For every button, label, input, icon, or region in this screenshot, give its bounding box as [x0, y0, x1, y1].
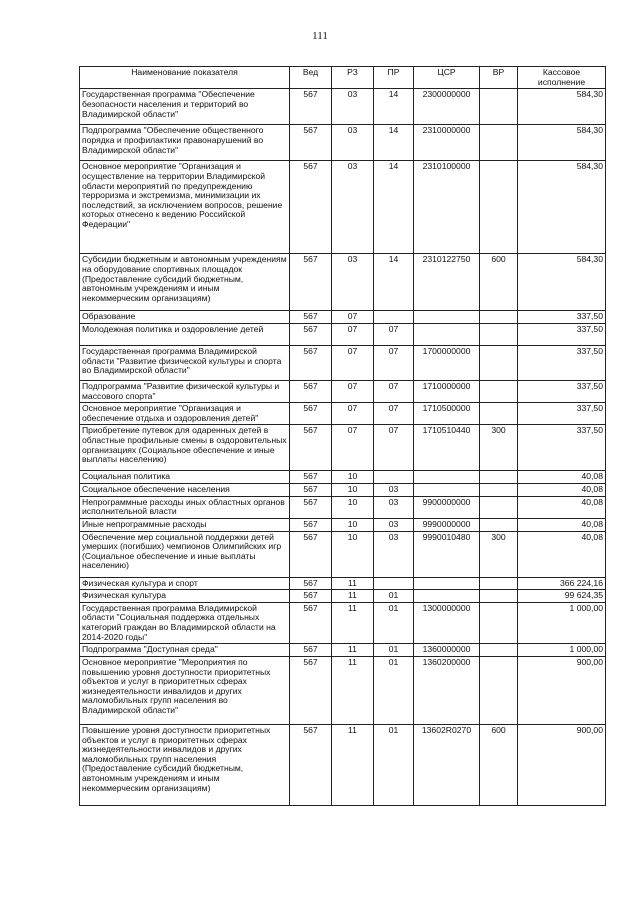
table-row — [80, 644, 606, 657]
row-vr — [480, 518, 518, 531]
row-ved: 567 — [290, 496, 332, 518]
row-rz: 03 — [332, 89, 374, 125]
row-name: Основное мероприятие "Организация и осуществление на территории Владимирской области мероприятий по предупреждению терроризма и экстремизма, минимизации их последствий, за исключением вопросов, решение которых отнесено к ведению Российской Федерации" — [80, 161, 290, 254]
row-rz: 07 — [332, 345, 374, 380]
row-ved: 567 — [290, 425, 332, 471]
row-pr — [374, 311, 414, 324]
row-name: Подпрограмма "Доступная среда" — [80, 644, 290, 657]
row-vr — [480, 471, 518, 484]
row-vr — [480, 403, 518, 425]
row-pr: 14 — [374, 254, 414, 311]
row-ved: 567 — [290, 254, 332, 311]
header-indicator-name: Наименование показателя — [80, 67, 290, 89]
row-amount: 584,30 — [518, 254, 606, 311]
table-row — [80, 323, 606, 345]
row-pr: 07 — [374, 380, 414, 402]
row-pr: 01 — [374, 602, 414, 644]
row-csr: 1710000000 — [414, 380, 480, 402]
table-row — [80, 577, 606, 590]
row-amount: 900,00 — [518, 724, 606, 805]
row-ved: 567 — [290, 656, 332, 724]
table-row — [80, 518, 606, 531]
row-ved: 567 — [290, 577, 332, 590]
row-rz: 11 — [332, 656, 374, 724]
row-name: Государственная программа "Обеспечение безопасности населения и территорий во Владимирской области" — [80, 89, 290, 125]
row-name: Непрограммные расходы иных областных органов исполнительной власти — [80, 496, 290, 518]
row-rz: 10 — [332, 531, 374, 577]
row-pr: 01 — [374, 590, 414, 603]
row-name: Государственная программа Владимирской области "Развитие физической культуры и спорта во Владимирской области" — [80, 345, 290, 380]
row-ved: 567 — [290, 323, 332, 345]
table-row — [80, 254, 606, 311]
row-vr — [480, 590, 518, 603]
table-row — [80, 380, 606, 402]
row-name: Приобретение путевок для одаренных детей в областные профильные смены в оздоровительных организациях (Социальное обеспечение и иные выплаты населению) — [80, 425, 290, 471]
row-amount: 40,08 — [518, 531, 606, 577]
row-name: Субсидии бюджетным и автономным учреждениям на оборудование спортивных площадок (Предоставление субсидий бюджетным, автономным учреждениям и иным некоммерческим организациям) — [80, 254, 290, 311]
row-ved: 567 — [290, 89, 332, 125]
row-ved: 567 — [290, 403, 332, 425]
row-ved: 567 — [290, 311, 332, 324]
row-amount: 337,50 — [518, 425, 606, 471]
header-pr: ПР — [374, 67, 414, 89]
row-csr: 2300000000 — [414, 89, 480, 125]
table-row — [80, 656, 606, 724]
row-ved: 567 — [290, 531, 332, 577]
row-rz: 03 — [332, 161, 374, 254]
row-csr: 1360000000 — [414, 644, 480, 657]
row-rz: 10 — [332, 471, 374, 484]
row-amount: 99 624,35 — [518, 590, 606, 603]
row-amount: 900,00 — [518, 656, 606, 724]
row-pr: 01 — [374, 656, 414, 724]
row-rz: 03 — [332, 125, 374, 161]
row-vr — [480, 380, 518, 402]
row-csr: 9990010480 — [414, 531, 480, 577]
row-pr: 03 — [374, 531, 414, 577]
row-vr — [480, 577, 518, 590]
row-amount: 584,30 — [518, 125, 606, 161]
table-row — [80, 602, 606, 644]
table-row — [80, 311, 606, 324]
row-name: Образование — [80, 311, 290, 324]
header-csr: ЦСР — [414, 67, 480, 89]
row-name: Иные непрограммные расходы — [80, 518, 290, 531]
row-csr: 1700000000 — [414, 345, 480, 380]
row-vr: 600 — [480, 254, 518, 311]
row-csr: 1360200000 — [414, 656, 480, 724]
row-pr — [374, 471, 414, 484]
table-row — [80, 89, 606, 125]
row-name: Социальная политика — [80, 471, 290, 484]
row-vr — [480, 125, 518, 161]
row-csr: 1710500000 — [414, 403, 480, 425]
row-vr: 300 — [480, 425, 518, 471]
row-vr — [480, 345, 518, 380]
table-row — [80, 161, 606, 254]
row-ved: 567 — [290, 125, 332, 161]
row-name: Молодежная политика и оздоровление детей — [80, 323, 290, 345]
row-name: Повышение уровня доступности приоритетных объектов и услуг в приоритетных сферах жизнедеятельности инвалидов и других маломобильных групп населения (Предоставление субсидий бюджетным, автономным учреждениям и иным некоммерческим организациям) — [80, 724, 290, 805]
row-pr: 03 — [374, 484, 414, 497]
row-vr: 300 — [480, 531, 518, 577]
row-csr: 2310122750 — [414, 254, 480, 311]
row-csr: 1710510440 — [414, 425, 480, 471]
row-pr: 14 — [374, 125, 414, 161]
row-ved: 567 — [290, 345, 332, 380]
table-row — [80, 496, 606, 518]
row-vr — [480, 311, 518, 324]
table-row — [80, 403, 606, 425]
page-number: 111 — [312, 30, 328, 42]
row-ved: 567 — [290, 380, 332, 402]
row-name: Подпрограмма "Обеспечение общественного порядка и профилактики правонарушений во Владимирской области" — [80, 125, 290, 161]
row-vr — [480, 161, 518, 254]
row-csr: 9990000000 — [414, 518, 480, 531]
row-vr — [480, 496, 518, 518]
row-amount: 584,30 — [518, 89, 606, 125]
row-csr: 9900000000 — [414, 496, 480, 518]
row-pr — [374, 577, 414, 590]
table-row — [80, 590, 606, 603]
row-vr — [480, 644, 518, 657]
row-name: Основное мероприятие "Мероприятия по повышению уровня доступности приоритетных объектов и услуг в приоритетных сферах жизнедеятельности инвалидов и других маломобильных групп населения во Владимирской области" — [80, 656, 290, 724]
header-rz: РЗ — [332, 67, 374, 89]
row-csr — [414, 311, 480, 324]
row-ved: 567 — [290, 518, 332, 531]
budget-execution-table — [79, 66, 606, 806]
row-name: Подпрограмма "Развитие физической культуры и массового спорта" — [80, 380, 290, 402]
row-amount: 40,08 — [518, 471, 606, 484]
row-rz: 03 — [332, 254, 374, 311]
row-rz: 11 — [332, 644, 374, 657]
row-csr — [414, 471, 480, 484]
row-rz: 10 — [332, 496, 374, 518]
row-amount: 337,50 — [518, 403, 606, 425]
row-amount: 337,50 — [518, 380, 606, 402]
row-csr — [414, 484, 480, 497]
row-name: Физическая культура — [80, 590, 290, 603]
row-pr: 14 — [374, 89, 414, 125]
row-rz: 11 — [332, 724, 374, 805]
row-amount: 584,30 — [518, 161, 606, 254]
table-row — [80, 125, 606, 161]
row-rz: 07 — [332, 403, 374, 425]
row-ved: 567 — [290, 590, 332, 603]
row-vr — [480, 484, 518, 497]
row-pr: 07 — [374, 403, 414, 425]
row-name: Государственная программа Владимирской области "Социальная поддержка отдельных категорий граждан во Владимирской области на 2014-2020 годы" — [80, 602, 290, 644]
row-csr — [414, 577, 480, 590]
row-ved: 567 — [290, 724, 332, 805]
row-amount: 366 224,16 — [518, 577, 606, 590]
row-amount: 40,08 — [518, 518, 606, 531]
table-row — [80, 471, 606, 484]
row-rz: 11 — [332, 577, 374, 590]
row-vr — [480, 602, 518, 644]
row-vr — [480, 89, 518, 125]
table-row — [80, 724, 606, 805]
row-rz: 07 — [332, 380, 374, 402]
row-rz: 11 — [332, 590, 374, 603]
table-row — [80, 345, 606, 380]
row-rz: 10 — [332, 484, 374, 497]
row-ved: 567 — [290, 471, 332, 484]
table-header-row — [80, 67, 606, 89]
table-row — [80, 484, 606, 497]
table-row — [80, 531, 606, 577]
header-ved: Вед — [290, 67, 332, 89]
row-rz: 11 — [332, 602, 374, 644]
row-rz: 07 — [332, 425, 374, 471]
row-pr: 14 — [374, 161, 414, 254]
row-ved: 567 — [290, 484, 332, 497]
row-amount: 40,08 — [518, 484, 606, 497]
row-vr — [480, 323, 518, 345]
row-csr: 1300000000 — [414, 602, 480, 644]
row-amount: 337,50 — [518, 311, 606, 324]
row-pr: 01 — [374, 724, 414, 805]
row-amount: 1 000,00 — [518, 644, 606, 657]
row-ved: 567 — [290, 602, 332, 644]
row-pr: 07 — [374, 425, 414, 471]
header-vr: ВР — [480, 67, 518, 89]
row-csr: 2310000000 — [414, 125, 480, 161]
row-name: Социальное обеспечение населения — [80, 484, 290, 497]
row-amount: 337,50 — [518, 345, 606, 380]
row-amount: 1 000,00 — [518, 602, 606, 644]
table-row — [80, 425, 606, 471]
row-vr: 600 — [480, 724, 518, 805]
row-name: Физическая культура и спорт — [80, 577, 290, 590]
row-ved: 567 — [290, 161, 332, 254]
row-pr: 07 — [374, 323, 414, 345]
header-cash-execution: Кассовое исполнение — [518, 67, 606, 89]
row-pr: 07 — [374, 345, 414, 380]
row-rz: 07 — [332, 323, 374, 345]
row-csr: 2310100000 — [414, 161, 480, 254]
row-csr — [414, 590, 480, 603]
row-amount: 337,50 — [518, 323, 606, 345]
row-amount: 40,08 — [518, 496, 606, 518]
row-ved: 567 — [290, 644, 332, 657]
row-csr: 13602R0270 — [414, 724, 480, 805]
row-pr: 01 — [374, 644, 414, 657]
row-rz: 10 — [332, 518, 374, 531]
row-csr — [414, 323, 480, 345]
row-vr — [480, 656, 518, 724]
row-name: Обеспечение мер социальной поддержки детей умерших (погибших) чемпионов Олимпийских игр (Социальное обеспечение и иные выплаты населению) — [80, 531, 290, 577]
row-pr: 03 — [374, 496, 414, 518]
row-name: Основное мероприятие "Организация и обеспечение отдыха и оздоровления детей" — [80, 403, 290, 425]
row-pr: 03 — [374, 518, 414, 531]
row-rz: 07 — [332, 311, 374, 324]
